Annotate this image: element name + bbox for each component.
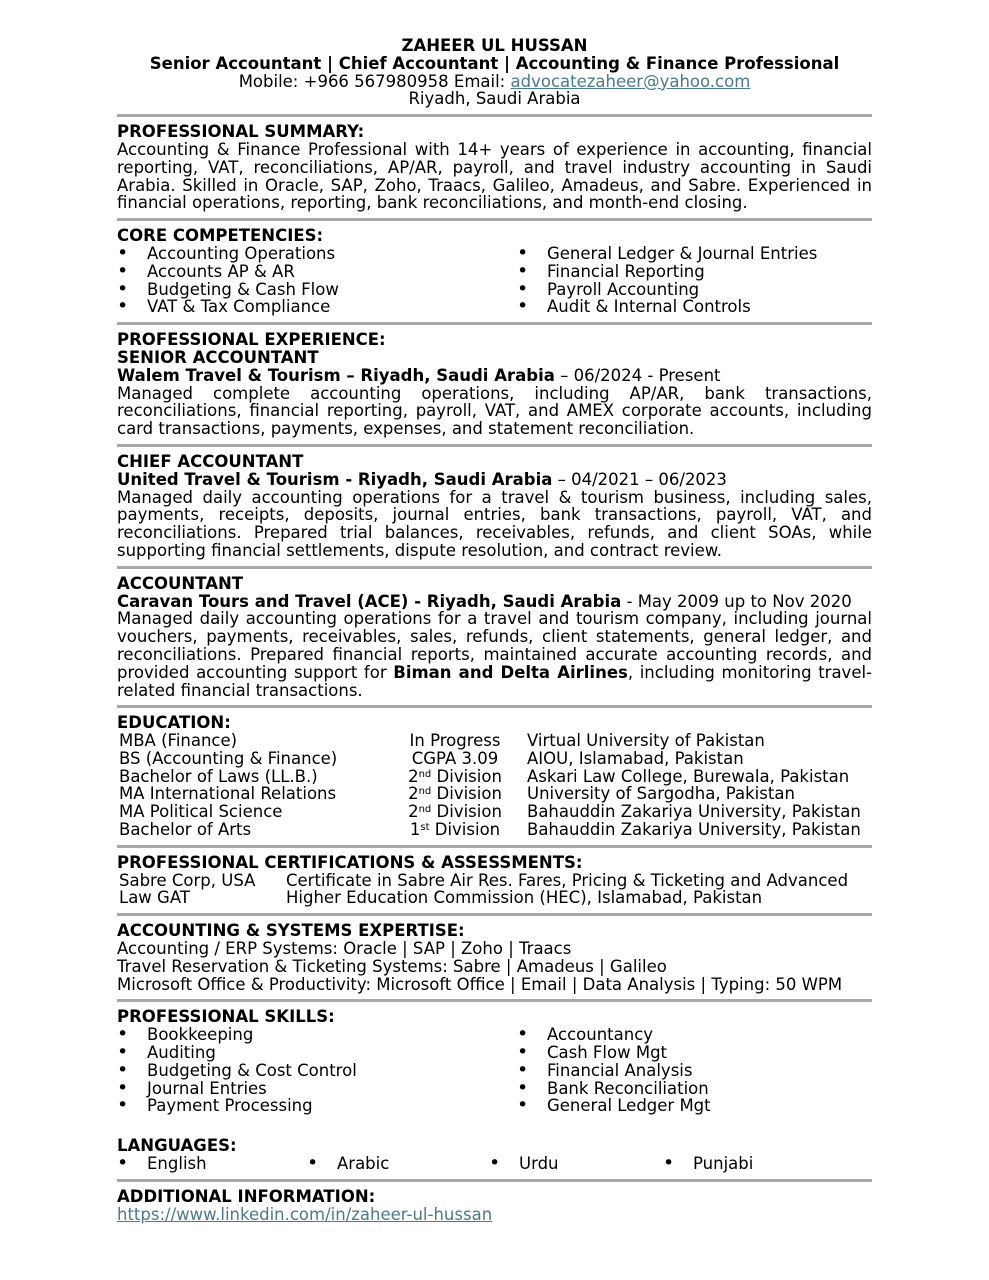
edu-status: 2nd Division [408,802,502,822]
competencies-right-list [517,245,817,316]
cert-name: Certificate in Sabre Air Res. Fares, Pricing & Ticketing and Advanced [286,870,849,890]
languages-title: LANGUAGES: [117,1136,237,1156]
edu-degree: Bachelor of Laws (LL.B.) [119,766,318,786]
job-company: Caravan Tours and Travel (ACE) - Riyadh, Saudi Arabia [117,591,622,611]
job-entry [117,349,872,438]
list-item: • General Ledger Mgt [517,1097,711,1115]
skills-left-list [117,1026,517,1115]
competencies-left-list [117,245,517,316]
edu-degree: MA International Relations [119,784,337,804]
divider [117,322,872,325]
contact-phone: Mobile: +966 567980958 Email: [238,71,511,91]
table-row [117,785,872,803]
job-company-line [117,471,872,489]
job-description-part: , including monitoring travel-related financial transactions. [117,662,873,700]
list-item: • Payment Processing [117,1097,517,1115]
job-dates: – 06/2024 - Present [554,365,721,385]
job-description-airlines: Biman and Delta Airlines [393,662,628,682]
edu-school: Virtual University of Pakistan [527,731,765,751]
divider [117,999,872,1002]
competencies-section [117,227,872,316]
systems-line: Travel Reservation & Ticketing Systems: Sabre | Amadeus | Galileo [117,956,667,976]
edu-status: 2nd Division [408,766,502,786]
list-item: • VAT & Tax Compliance [117,298,517,316]
edu-school: Bahauddin Zakariya University, Pakistan [527,802,861,822]
edu-status: In Progress [409,731,501,751]
list-item: • Accountancy [517,1026,711,1044]
email-link[interactable]: advocatezaheer@yahoo.com [510,71,751,91]
systems-line: Accounting / ERP Systems: Oracle | SAP | Zoho | Traacs [117,939,572,959]
list-item: • Urdu [489,1155,663,1173]
job-entry [117,575,872,700]
candidate-title: Senior Accountant | Chief Accountant | Accounting & Finance Professional [149,53,840,73]
cert-name: Higher Education Commission (HEC), Islamabad, Pakistan [286,888,763,908]
divider [117,913,872,916]
location: Riyadh, Saudi Arabia [408,89,581,109]
table-row [117,803,872,821]
systems-title: ACCOUNTING & SYSTEMS EXPERTISE: [117,921,465,941]
list-item: • Financial Reporting [517,263,817,281]
divider [117,444,872,447]
edu-status: 2nd Division [408,784,502,804]
edu-degree: BS (Accounting & Finance) [119,748,338,768]
summary-section [117,123,872,212]
edu-status: 1st Division [409,820,501,840]
candidate-name: ZAHEER UL HUSSAN [401,36,588,55]
table-row [117,889,872,907]
skills-section [117,1008,872,1115]
languages-section [117,1137,872,1173]
systems-line: Microsoft Office & Productivity: Microsoft Office | Email | Data Analysis | Typing: 50 WPM [117,974,843,994]
job-company: United Travel & Tourism - Riyadh, Saudi Arabia [117,469,553,489]
job-company: Walem Travel & Tourism – Riyadh, Saudi Arabia [117,365,555,385]
education-title: EDUCATION: [117,713,231,733]
table-row [117,768,872,786]
edu-status: CGPA 3.09 [411,748,499,768]
skills-right-list [517,1026,711,1115]
list-item: • Budgeting & Cash Flow [117,281,517,299]
list-item: • Bank Reconciliation [517,1080,711,1098]
list-item: • Cash Flow Mgt [517,1044,711,1062]
linkedin-link[interactable]: https://www.linkedin.com/in/zaheer-ul-hussan [117,1204,493,1224]
certifications-title: PROFESSIONAL CERTIFICATIONS & ASSESSMENTS: [117,852,583,872]
list-item: • Auditing [117,1044,517,1062]
additional-section [117,1188,872,1224]
table-row [117,821,872,839]
divider [117,218,872,221]
experience-title: PROFESSIONAL EXPERIENCE: [117,330,386,350]
additional-title: ADDITIONAL INFORMATION: [117,1186,376,1206]
job-description: Managed complete accounting operations, including AP/AR, bank transactions, reconciliations, financial reporting, payroll, VAT, and AMEX corporate accounts, including card transactions, payments, expenses, and statement reconciliation. [117,383,872,439]
list-item: • Budgeting & Cost Control [117,1062,517,1080]
list-item: • General Ledger & Journal Entries [517,245,817,263]
cert-issuer: Law GAT [119,888,190,908]
job-company-line [117,593,872,611]
systems-section [117,922,872,993]
edu-degree: Bachelor of Arts [119,820,252,840]
edu-school: Bahauddin Zakariya University, Pakistan [527,820,861,840]
edu-degree: MBA (Finance) [119,731,238,751]
list-item: • Journal Entries [117,1080,517,1098]
list-item: • Punjabi [663,1155,753,1173]
job-company-line [117,367,872,385]
list-item: • Accounts AP & AR [117,263,517,281]
edu-degree: MA Political Science [119,802,283,822]
languages-list [117,1155,872,1173]
table-row [117,872,872,890]
list-item: • English [117,1155,307,1173]
list-item: • Bookkeeping [117,1026,517,1044]
contact-line [117,73,872,91]
edu-school: Askari Law College, Burewala, Pakistan [527,766,850,786]
job-description [117,610,872,699]
education-section [117,714,872,839]
job-role: CHIEF ACCOUNTANT [117,451,304,471]
job-dates: – 04/2021 – 06/2023 [552,469,727,489]
job-description-part: Managed daily accounting operations for a travel and tourism company, including journal vouchers, payments, receivables, sales, refunds, client statements, general ledger, and reconciliations. Prepared financial reports, maintained accurate accounting records, and provided accounting support for [117,609,872,682]
summary-title: PROFESSIONAL SUMMARY: [117,122,365,142]
certifications-section [117,854,872,907]
table-row [117,732,872,750]
job-role: SENIOR ACCOUNTANT [117,347,319,367]
divider [117,845,872,848]
job-description: Managed daily accounting operations for a travel & tourism business, including sales, payments, receipts, deposits, journal entries, bank transactions, payroll, VAT, and reconciliations. Prepared trial balances, receivables, refunds, and client SOAs, while supporting financial settlements, dispute resolution, and contract review. [117,487,872,560]
divider [117,1121,872,1131]
divider [117,1179,872,1182]
resume-page [117,37,872,1223]
resume-header [117,37,872,108]
divider [117,114,872,117]
skills-title: PROFESSIONAL SKILLS: [117,1007,335,1027]
job-entry [117,453,872,560]
experience-section [117,331,872,438]
list-item: • Accounting Operations [117,245,517,263]
divider [117,566,872,569]
list-item: • Audit & Internal Controls [517,298,817,316]
list-item: • Financial Analysis [517,1062,711,1080]
cert-issuer: Sabre Corp, USA [119,870,256,890]
competencies-title: CORE COMPETENCIES: [117,226,324,246]
summary-text: Accounting & Finance Professional with 14+ years of experience in accounting, financial reporting, VAT, reconciliations, AP/AR, payroll, and travel industry accounting in Saudi Arabia. Skilled in Oracle, SAP, Zoho, Traacs, Galileo, Amadeus, and Sabre. Experienced in financial operations, reporting, bank reconciliations, and month-end closing. [117,139,872,213]
list-item: • Arabic [307,1155,489,1173]
edu-school: University of Sargodha, Pakistan [527,784,795,804]
divider [117,705,872,708]
table-row [117,750,872,768]
list-item: • Payroll Accounting [517,281,817,299]
job-dates: - May 2009 up to Nov 2020 [621,591,852,611]
job-role: ACCOUNTANT [117,573,244,593]
edu-school: AIOU, Islamabad, Pakistan [527,748,744,768]
